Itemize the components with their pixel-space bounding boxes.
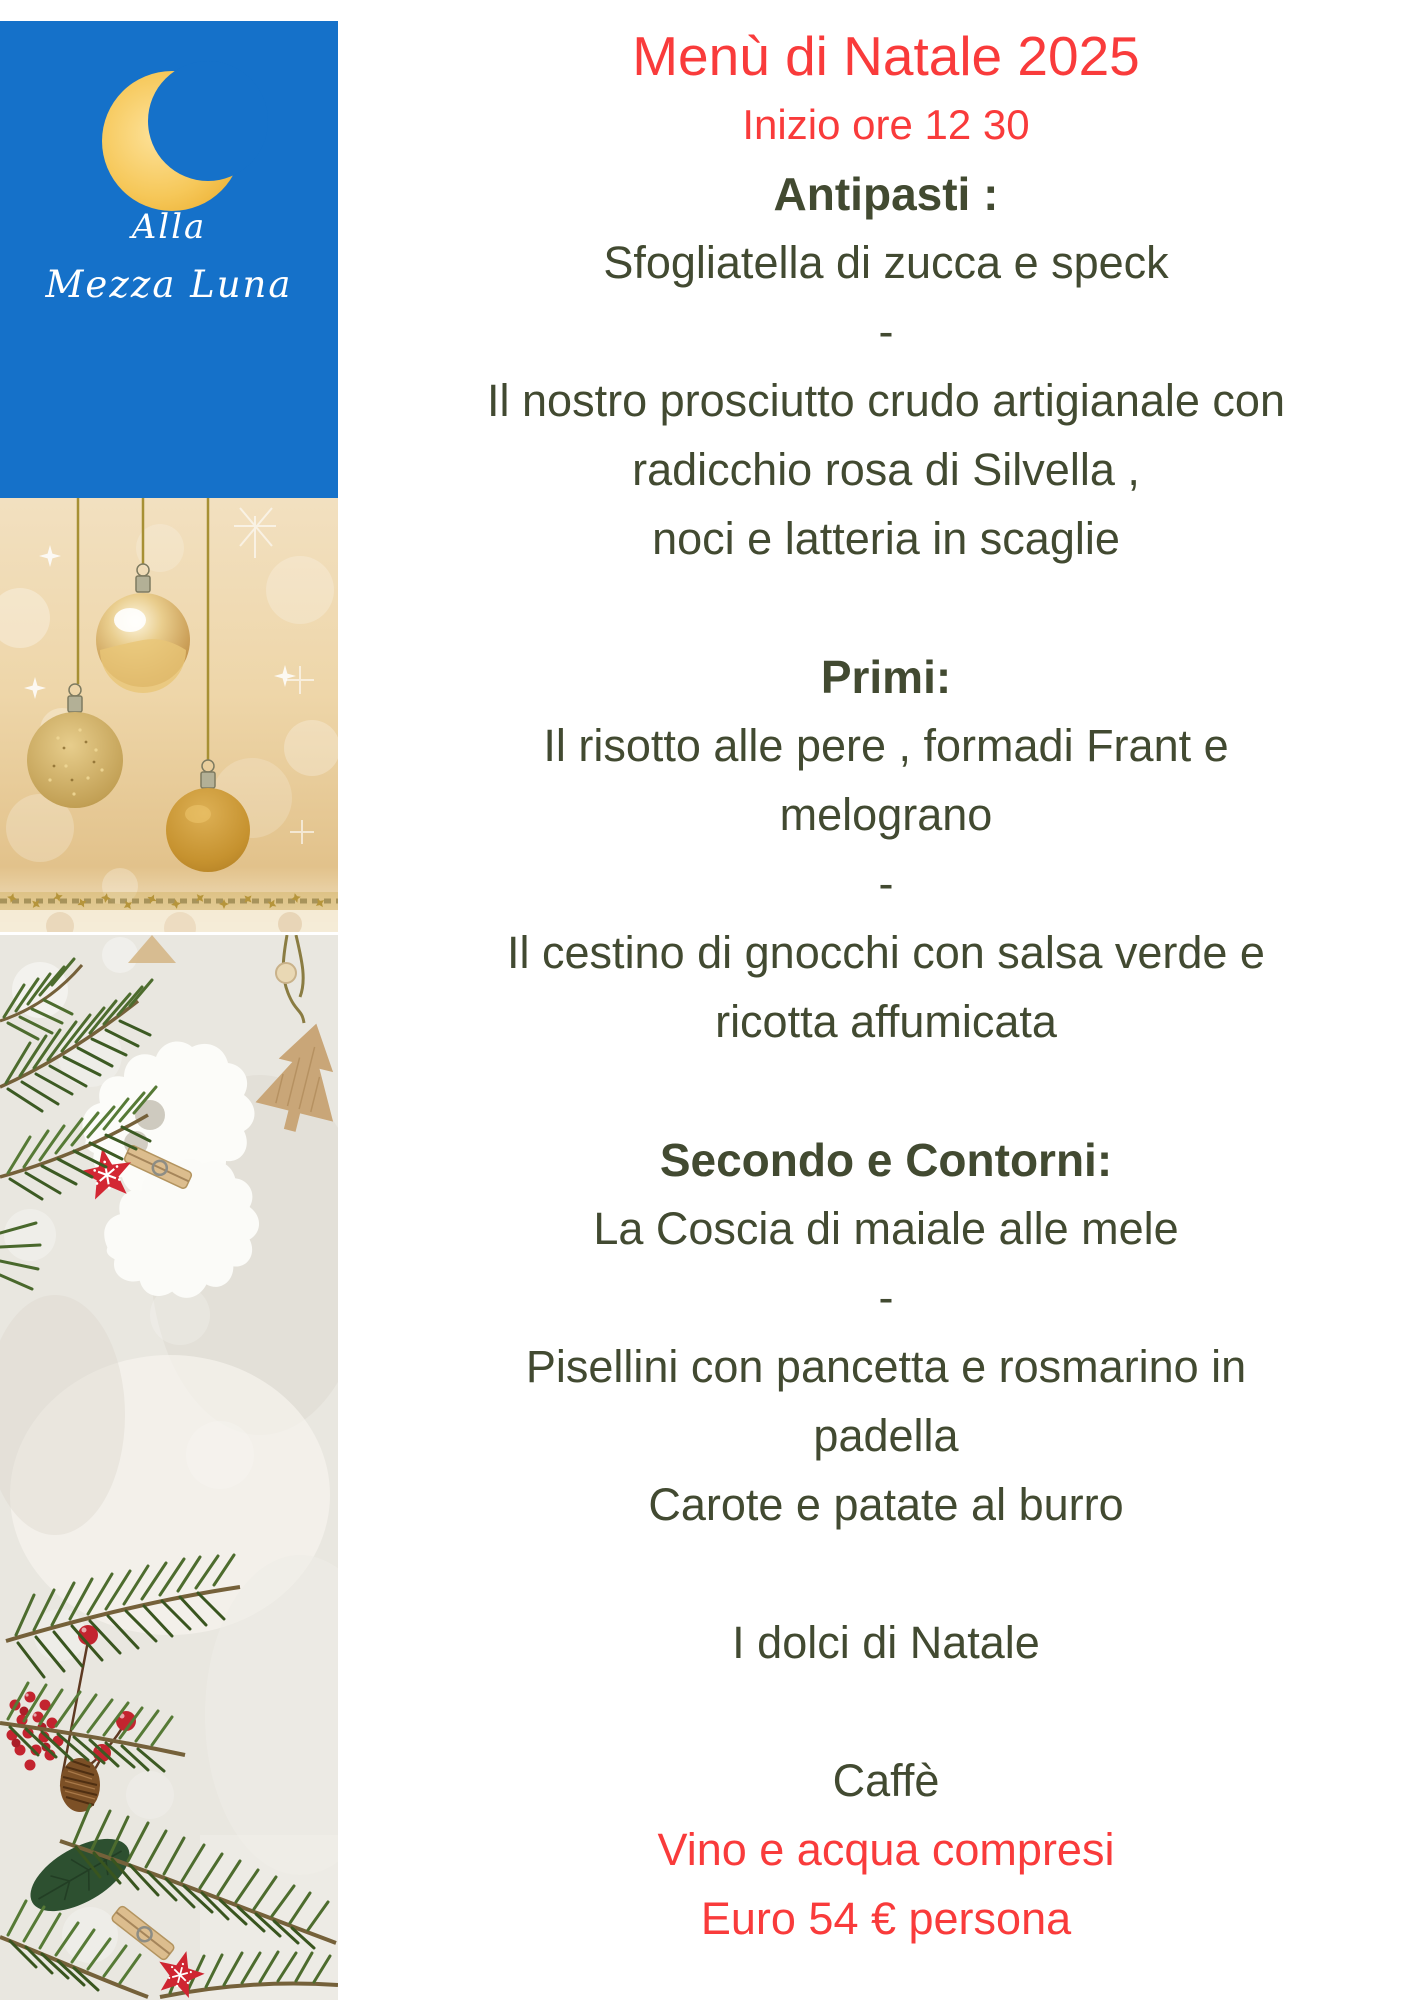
menu-line: Caffè xyxy=(832,1754,940,1806)
menu-line: - xyxy=(878,857,894,909)
menu-line: Primi: xyxy=(820,650,952,703)
menu-line: radicchio rosa di Silvella , xyxy=(632,443,1140,495)
menu-line: noci e latteria in scaglie xyxy=(652,512,1120,564)
menu-line: Secondo e Contorni: xyxy=(659,1133,1113,1186)
pine-decorations-illustration xyxy=(0,935,338,2000)
crescent-moon-icon xyxy=(0,21,338,498)
menu-line: - xyxy=(878,1271,894,1323)
menu-line: ricotta affumicata xyxy=(715,995,1057,1047)
menu-line: La Coscia di maiale alle mele xyxy=(593,1202,1179,1254)
menu-line: padella xyxy=(813,1409,959,1461)
menu-line: - xyxy=(878,305,894,357)
gold-ornaments-photo xyxy=(0,498,338,932)
menu-line: Il cestino di gnocchi con salsa verde e xyxy=(507,926,1265,978)
menu-line: melograno xyxy=(779,788,993,840)
menu-lines xyxy=(338,21,1414,1953)
menu-line: Pisellini con pancetta e rosmarino in xyxy=(525,1340,1247,1392)
menu-line: Carote e patate al burro xyxy=(648,1478,1124,1530)
menu-gap xyxy=(358,1677,1414,1746)
menu-gap xyxy=(358,573,1414,642)
menu-line: Vino e acqua compresi xyxy=(657,1823,1115,1875)
brand-name-line2: Mezza Luna xyxy=(45,263,293,306)
menu-line: Inizio ore 12 30 xyxy=(742,100,1030,148)
menu-gap xyxy=(358,1056,1414,1125)
gold-ornaments-illustration xyxy=(0,498,338,932)
menu-gap xyxy=(358,1539,1414,1608)
menu-line: I dolci di Natale xyxy=(732,1616,1040,1668)
menu-line: Sfogliatella di zucca e speck xyxy=(603,236,1169,288)
menu-line: Menù di Natale 2025 xyxy=(632,24,1140,87)
menu-line: Antipasti : xyxy=(773,167,999,220)
menu-line: Il risotto alle pere , formadi Frant e xyxy=(543,719,1229,771)
brand-block xyxy=(0,21,338,498)
pine-decorations-photo xyxy=(0,935,338,2000)
menu-line: Il nostro prosciutto crudo artigianale con xyxy=(487,374,1285,426)
menu-line: Euro 54 € persona xyxy=(700,1892,1072,1944)
brand-name-line1: Alla xyxy=(131,207,207,247)
